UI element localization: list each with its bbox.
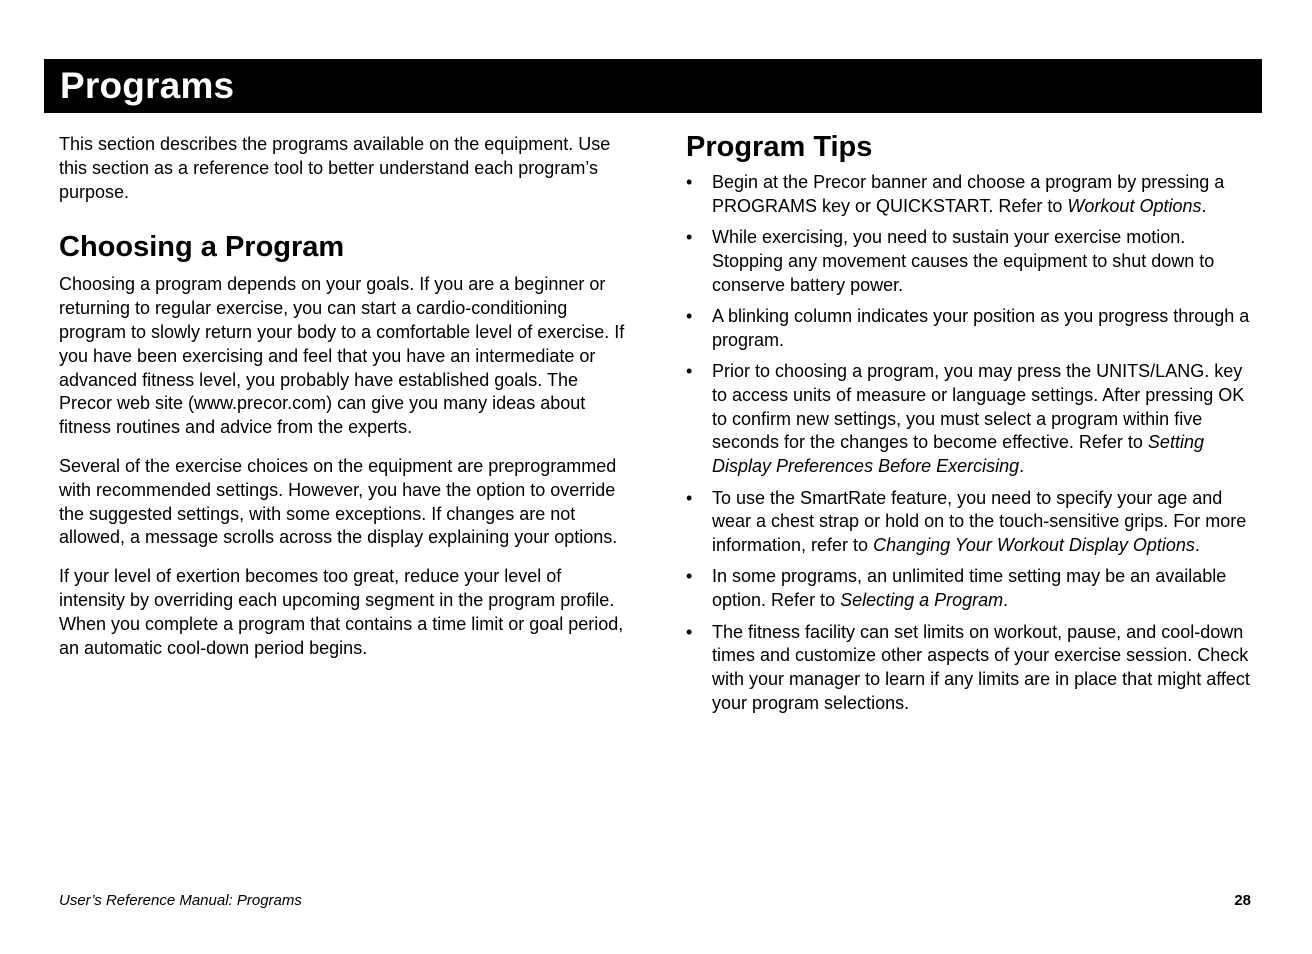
tip-text: In some programs, an unlimited time setting may be an available option. Refer to — [712, 566, 1227, 611]
tip-text: Begin at the Precor banner and choose a program by pressing a PROGRAMS key or QUICKSTART. Refer to — [712, 172, 1225, 216]
tip-item — [686, 360, 1261, 479]
page-number: 28 — [1234, 892, 1251, 909]
cross-reference: Workout Options — [1067, 195, 1202, 216]
bullet-icon: • — [686, 361, 693, 382]
tip-item — [686, 226, 1261, 297]
bullet-icon: • — [686, 305, 693, 326]
page-title: Programs — [60, 65, 235, 106]
bullet-icon: • — [686, 227, 693, 248]
choosing-paragraph: If your level of exertion becomes too great, reduce your level of intensity by overriding each upcoming segment in the program profile. When you complete a program that contains a time limit or goal period, an automatic cool-down period begins. — [59, 566, 624, 658]
cross-reference: Selecting a Program — [840, 590, 1004, 611]
tip-text: To use the SmartRate feature, you need to specify your age and wear a chest strap or hold on to the touch-sensitive grips. For more information, refer to — [712, 487, 1247, 556]
tip-text: The fitness facility can set limits on workout, pause, and cool-down times and customize other aspects of your exercise session. Check with your manager to learn if any limits are in place that might affect your program selections. — [712, 621, 1250, 713]
choosing-program-heading: Choosing a Program — [59, 231, 345, 264]
right-column — [686, 130, 1261, 723]
tip-text: A blinking column indicates your position as you progress through a program. — [712, 305, 1250, 350]
bullet-icon: • — [686, 621, 693, 642]
bullet-icon: • — [686, 487, 693, 508]
bullet-icon: • — [686, 172, 693, 192]
tip-text: While exercising, you need to sustain your exercise motion. Stopping any movement causes the equipment to shut down to conserve battery power. — [712, 227, 1215, 295]
tip-item — [686, 487, 1261, 558]
tip-item — [686, 305, 1261, 353]
tip-end: . — [1019, 456, 1025, 477]
title-banner — [44, 59, 1262, 113]
tip-item — [686, 171, 1261, 219]
program-tips-list — [686, 171, 1261, 716]
choosing-paragraph: Several of the exercise choices on the equipment are preprogrammed with recommended settings. However, you have the option to override the suggested settings, with some exceptions. If changes are not allowed, a message scrolls across the display explaining your options. — [59, 455, 618, 548]
tip-end: . — [1003, 590, 1009, 611]
tip-end: . — [1194, 535, 1200, 556]
tip-end: . — [1201, 195, 1207, 216]
left-column — [59, 130, 631, 675]
intro-paragraph: This section describes the programs available on the equipment. Use this section as a reference tool to better understand each program’s purpose. — [59, 134, 611, 202]
cross-reference: Changing Your Workout Display Options — [873, 535, 1195, 556]
bullet-icon: • — [686, 566, 693, 587]
tip-item — [686, 565, 1261, 613]
tip-item — [686, 621, 1261, 716]
program-tips-heading: Program Tips — [686, 131, 873, 163]
cross-reference: Setting Display Preferences Before Exercising — [712, 432, 1204, 477]
choosing-paragraph: Choosing a program depends on your goals. If you are a beginner or returning to regular exercise, you can start a cardio-conditioning program to slowly return your body to a comfortable level of exercise. If you have been exercising and feel that you have an intermediate or advanced fitness level, you probably have established goals. The Precor web site (www.precor.com) can give you many ideas about fitness routines and advice from the experts. — [59, 274, 625, 438]
footer-manual-title: User’s Reference Manual: Programs — [59, 892, 302, 909]
tip-text: Prior to choosing a program, you may press the UNITS/LANG. key to access units of measure or language settings. After pressing OK to confirm new settings, you must select a program within five seconds for the changes to become effective. Refer to — [712, 361, 1245, 453]
